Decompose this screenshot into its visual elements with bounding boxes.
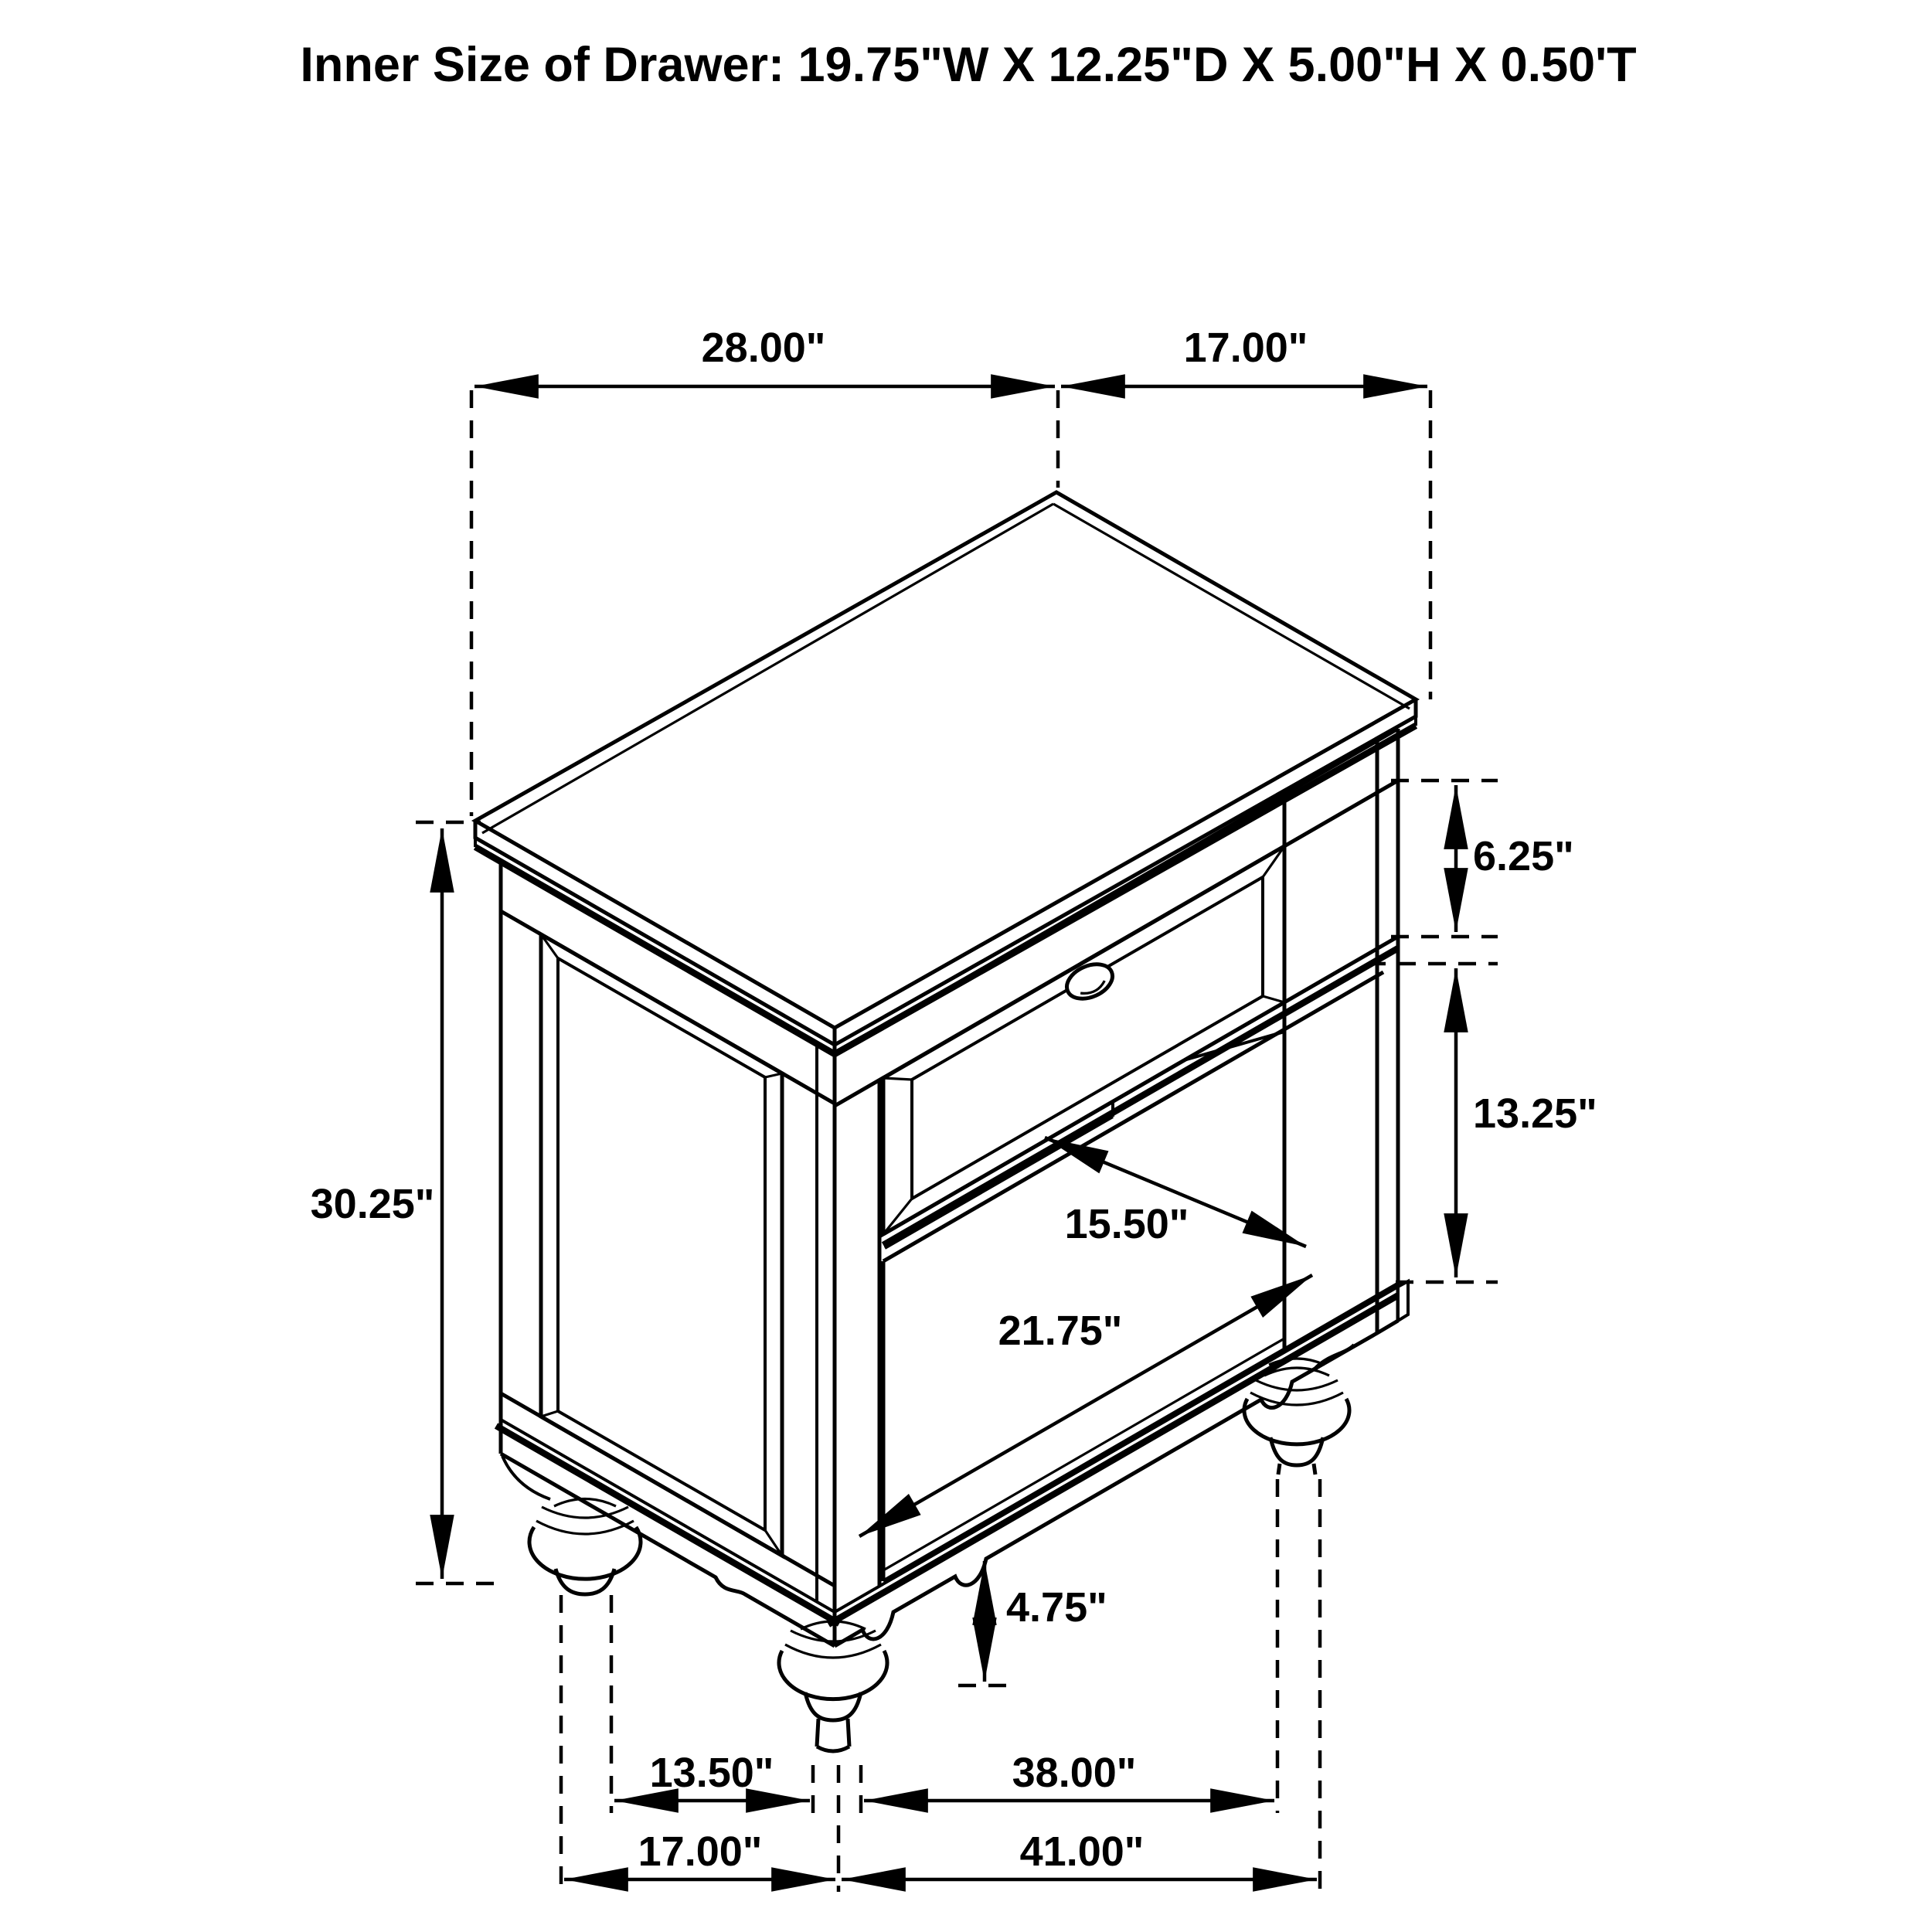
dim-shelf-depth [1045, 1138, 1306, 1247]
ext-right-leg-shaft [1277, 1479, 1320, 1892]
dim-label-top-depth: 17.00" [1183, 325, 1308, 371]
dim-overall-height [311, 828, 442, 1579]
dim-shelf-height [1456, 968, 1597, 1277]
dim-label-base-span-total: 41.00" [1019, 1828, 1145, 1875]
dim-drawer-height [1456, 785, 1574, 932]
dim-label-shelf-depth: 15.50" [1064, 1201, 1189, 1247]
dim-base-span-total [842, 1828, 1317, 1879]
dim-label-shelf-height: 13.25" [1473, 1090, 1597, 1137]
dim-label-leg-height: 4.75" [1006, 1584, 1107, 1631]
dim-label-shelf-width: 21.75" [998, 1308, 1123, 1354]
dim-leg-gap [614, 1750, 810, 1801]
dim-label-drawer-height: 6.25" [1473, 833, 1574, 879]
nightstand [475, 492, 1416, 1751]
dim-top-depth [1061, 325, 1427, 386]
dim-label-top-width: 28.00" [701, 325, 826, 371]
dim-label-base-span-right: 38.00" [1012, 1750, 1137, 1796]
dim-top-width [474, 325, 1055, 386]
dim-base-span-right [864, 1750, 1274, 1801]
front-leg [779, 1621, 887, 1751]
ext-front-leg [813, 1765, 861, 1892]
dim-label-base-span-left: 17.00" [638, 1828, 763, 1875]
front-left-leg [529, 1499, 641, 1595]
dim-base-span-left [564, 1828, 835, 1879]
dim-label-leg-gap: 13.50" [649, 1750, 774, 1796]
drawing-title: Inner Size of Drawer: 19.75"W X 12.25"D X 5.00"H X 0.50'T [300, 38, 1637, 92]
ext-left-leg-shaft [561, 1595, 611, 1892]
dim-label-overall-height: 30.25" [310, 1181, 435, 1227]
dim-leg-height [985, 1561, 1107, 1682]
